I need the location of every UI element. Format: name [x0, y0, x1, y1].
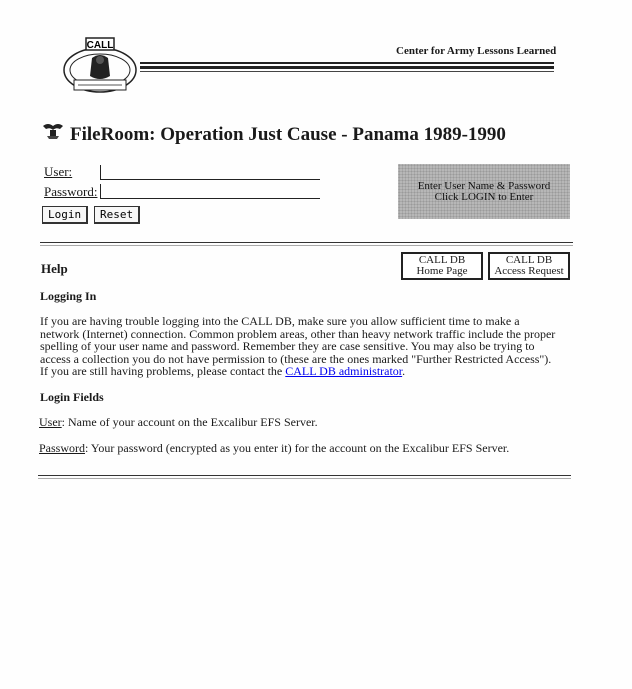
- login-fields-heading: Login Fields: [40, 390, 104, 404]
- password-label: Password:: [44, 184, 98, 199]
- user-label: User:: [44, 164, 73, 179]
- header-rule: [140, 62, 554, 64]
- logo-text: CALL: [86, 40, 114, 51]
- password-input[interactable]: [100, 184, 320, 199]
- eagle-icon: [42, 120, 64, 140]
- password-term: Password: [39, 441, 86, 455]
- access-request-button[interactable]: [488, 252, 570, 280]
- divider: [40, 245, 573, 246]
- home-button-line: Home Page: [416, 265, 468, 277]
- password-field-description: [39, 442, 579, 455]
- home-button-line: CALL DB: [418, 254, 466, 266]
- divider: [40, 242, 573, 243]
- admin-link[interactable]: CALL DB administrator: [285, 364, 403, 378]
- access-button-line: CALL DB: [505, 254, 553, 266]
- user-term: User: [39, 415, 62, 429]
- user-desc: : Name of your account on the Excalibur EFS Server.: [61, 415, 318, 429]
- user-field-description: [39, 416, 569, 429]
- header-rule: [140, 71, 554, 72]
- password-desc: : Your password (encrypted as you enter it) for the account on the Excalibur EFS Server.: [85, 441, 510, 455]
- header-rule: [140, 66, 554, 69]
- access-button-line: Access Request: [494, 265, 564, 277]
- page-title: FileRoom: Operation Just Cause - Panama 1989-1990: [70, 124, 506, 145]
- call-logo: [60, 36, 140, 98]
- user-input[interactable]: [100, 165, 320, 180]
- divider: [38, 475, 571, 476]
- logging-in-body: If you are having trouble logging into the CALL DB, make sure you allow sufficient time to make a network (Internet) connection. Common problem areas, other than heavy network traffic include the proper spelling of your user name and password. Remember they are case sensitive. You may also be trying to access a collection you do not have permission to (these are the ones marked "Further Restricted Access"). If you are still having problems, please contact the: [40, 314, 556, 378]
- help-heading: Help: [41, 261, 68, 276]
- organization-name: Center for Army Lessons Learned: [396, 45, 557, 57]
- period: .: [402, 364, 406, 378]
- reset-button[interactable]: Reset: [94, 206, 140, 224]
- logging-in-text: [40, 315, 560, 378]
- logging-in-heading: Logging In: [40, 289, 97, 303]
- login-instructions: [398, 164, 570, 219]
- login-button[interactable]: Login: [42, 206, 88, 224]
- instruction-line: Enter User Name & Password: [417, 179, 551, 192]
- call-db-home-button[interactable]: [401, 252, 483, 280]
- instruction-line: Click LOGIN to Enter: [434, 190, 534, 203]
- divider: [38, 478, 571, 479]
